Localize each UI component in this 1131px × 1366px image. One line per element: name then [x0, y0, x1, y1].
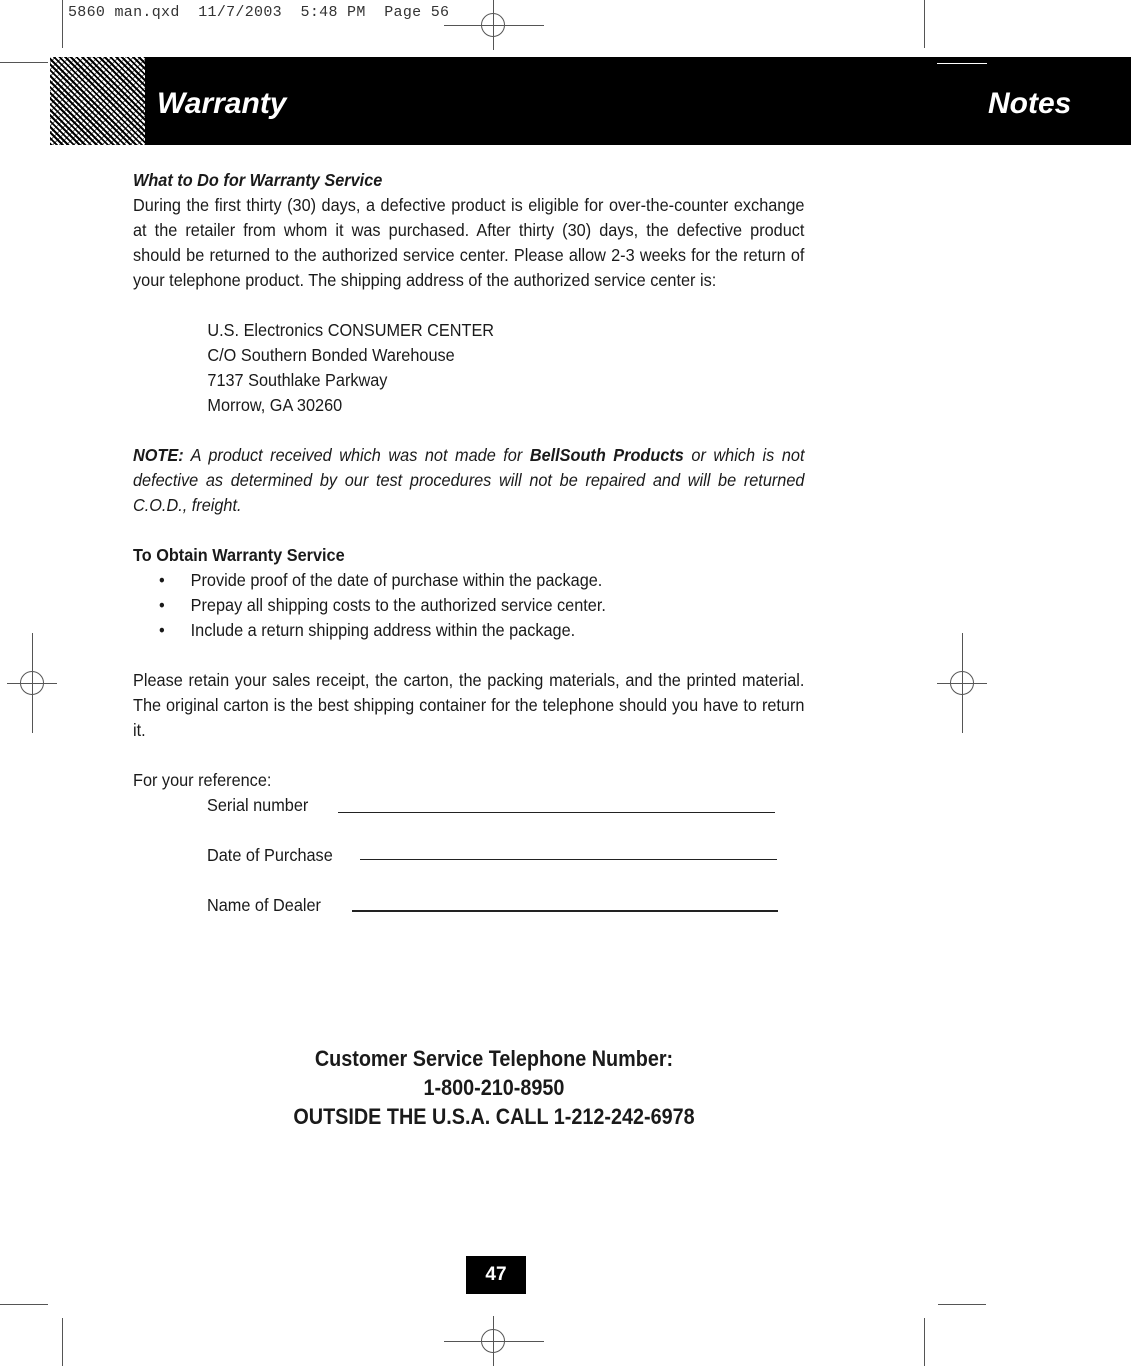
- list-item-text: Include a return shipping address within the package.: [190, 620, 576, 640]
- international-phone: OUTSIDE THE U.S.A. CALL 1-212-242-6978: [293, 1104, 695, 1129]
- reference-intro: For your reference:: [133, 770, 272, 790]
- page-number: 47: [466, 1256, 526, 1294]
- list-item-text: Provide proof of the date of purchase within the package.: [190, 570, 603, 590]
- bullet-icon: •: [159, 570, 165, 590]
- name-of-dealer-field[interactable]: [352, 910, 778, 912]
- crop-mark: [924, 0, 925, 48]
- list-item: [133, 568, 804, 593]
- service-center-address: [133, 318, 804, 418]
- print-slug: 5860 man.qxd 11/7/2003 5:48 PM Page 56: [68, 4, 450, 21]
- list-item-text: Prepay all shipping costs to the authorized service center.: [190, 595, 606, 615]
- address-line: 7137 Southlake Parkway: [207, 370, 388, 390]
- note-paragraph: [133, 443, 804, 518]
- crop-mark: [62, 0, 63, 48]
- name-of-dealer-label: Name of Dealer: [207, 895, 321, 915]
- registration-line: [444, 1341, 544, 1342]
- note-text-before: A product received which was not made for: [183, 445, 530, 465]
- list-item: [133, 593, 804, 618]
- warranty-service-paragraph: During the first thirty (30) days, a defective product is eligible for over-the-counter exchange at the retailer from whom it was purchased. After thirty (30) days, the defective product should be returned to the authorized service center. Please allow 2-3 weeks for the return of your telephone product. The shipping address of the authorized service center is:: [133, 195, 805, 290]
- note-brand: BellSouth Products: [529, 445, 684, 465]
- crop-mark: [0, 62, 48, 63]
- customer-service-phone: 1-800-210-8950: [423, 1075, 565, 1100]
- crop-mark: [938, 1304, 986, 1305]
- warranty-content: [133, 168, 804, 793]
- address-line: Morrow, GA 30260: [207, 395, 343, 415]
- retain-paragraph: Please retain your sales receipt, the carton, the packing materials, and the printed material. The original carton is the best shipping container for the telephone should you have to return it.: [133, 670, 805, 740]
- bullet-icon: •: [159, 595, 165, 615]
- obtain-service-list: [133, 568, 804, 643]
- registration-line: [444, 25, 544, 26]
- serial-number-field[interactable]: [338, 812, 775, 813]
- customer-service-heading: Customer Service Telephone Number:: [314, 1046, 674, 1071]
- warranty-service-heading: What to Do for Warranty Service: [133, 170, 383, 190]
- bullet-icon: •: [159, 620, 165, 640]
- note-label: NOTE:: [133, 445, 184, 465]
- date-of-purchase-label: Date of Purchase: [207, 845, 333, 865]
- obtain-service-heading: To Obtain Warranty Service: [133, 545, 345, 565]
- halftone-pattern-icon: [50, 57, 145, 145]
- section-title-notes: Notes: [988, 87, 1072, 120]
- address-line: C/O Southern Bonded Warehouse: [207, 345, 455, 365]
- section-title-warranty: Warranty: [157, 87, 287, 120]
- customer-service-block: [169, 1044, 819, 1131]
- serial-number-label: Serial number: [207, 795, 309, 815]
- crop-mark: [62, 1318, 63, 1366]
- crop-mark: [924, 1318, 925, 1366]
- note-text-after: or which is not defective as determined by our test procedures will not be repaired and will be returned C.O.D., freight.: [133, 445, 805, 515]
- address-line: U.S. Electronics CONSUMER CENTER: [207, 320, 495, 340]
- crop-mark: [0, 1304, 48, 1305]
- date-of-purchase-field[interactable]: [360, 859, 777, 860]
- registration-line: [962, 633, 963, 733]
- header-tick-line: [937, 63, 987, 64]
- registration-line: [32, 633, 33, 733]
- list-item: [133, 618, 804, 643]
